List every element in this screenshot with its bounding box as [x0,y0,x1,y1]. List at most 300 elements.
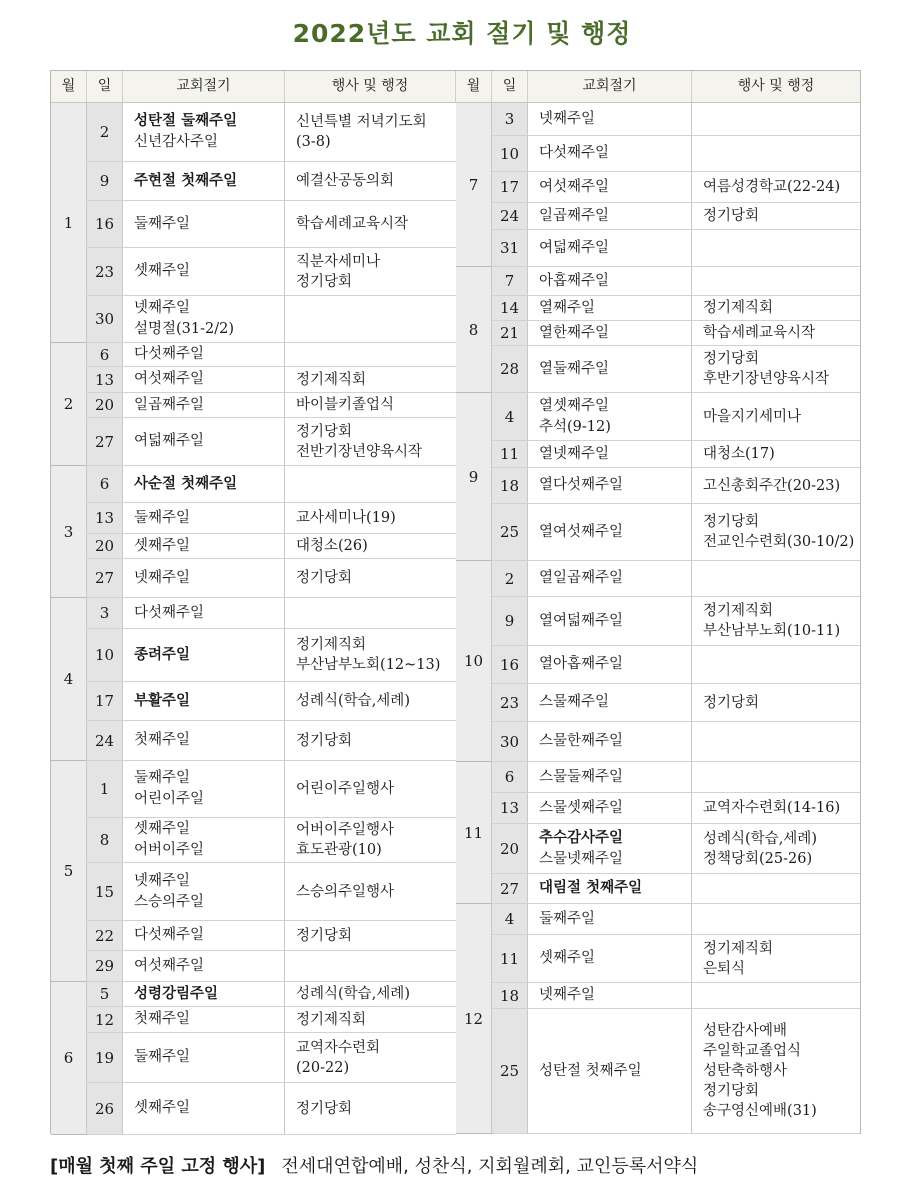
event-line: 정기당회 [296,732,353,749]
season-line: 성령강림주일 [134,985,219,1002]
table-row [492,1009,860,1134]
season-line: 둘째주일 [134,770,191,786]
season-line: 열다섯째주일 [539,477,624,493]
season-line: 여섯째주일 [134,371,205,387]
season-line: 열셋째주일 [539,397,610,414]
day-cell: 6 [87,466,123,502]
season-cell [528,646,692,683]
event-cell [285,818,456,862]
event-cell [692,103,860,135]
day-cell: 11 [492,441,528,467]
season-line: 셋째주일 [134,537,191,554]
season-cell [528,203,692,229]
season-cell [123,466,285,502]
header-event: 행사 및 행정 [285,71,456,102]
day-cell: 1 [87,761,123,817]
season-line: 어린이주일 [134,791,205,807]
event-cell [692,793,860,823]
table-row [492,561,860,597]
event-cell [692,904,860,934]
event-cell [285,343,456,366]
event-line: 은퇴식 [703,960,746,977]
day-cell: 11 [492,935,528,982]
event-line: 고신총회주간(20-23) [703,477,841,494]
season-cell [123,761,285,817]
season-line: 스물넷째주일 [539,850,624,867]
event-line: 마을지기세미나 [703,408,802,425]
season-cell [528,267,692,295]
day-cell: 9 [492,597,528,645]
table-row [492,172,860,203]
season-line: 둘째주일 [134,215,191,232]
season-cell [528,874,692,903]
season-line: 여덟째주일 [134,433,205,449]
event-cell [285,863,456,920]
season-cell [123,248,285,295]
day-cell: 18 [492,468,528,503]
event-cell [692,983,860,1008]
day-cell: 30 [492,722,528,761]
month-cell: 5 [51,761,87,982]
day-cell: 5 [87,982,123,1006]
event-line: 정책당회(25-26) [703,850,813,867]
event-line: 정기제직회 [296,637,367,653]
event-cell [285,1007,456,1032]
event-cell [285,393,456,417]
season-cell [123,598,285,628]
event-line: 송구영신예배(31) [703,1103,817,1119]
season-line: 넷째주일 [134,569,191,586]
day-cell: 17 [87,682,123,720]
event-cell [285,598,456,628]
day-cell: 8 [87,818,123,862]
event-cell [692,684,860,721]
event-line: 예결산공동의회 [296,173,395,189]
table-row [492,203,860,230]
event-line: 교역자수련회(14-16) [703,800,841,816]
season-cell [528,561,692,596]
event-cell [692,722,860,761]
season-line: 대림절 첫째주일 [539,880,643,896]
event-line: 정기제직회 [296,371,367,388]
event-line: 정기당회 [296,570,353,586]
event-line: 정기제직회 [703,603,774,619]
table-row [87,534,456,559]
event-cell [692,561,860,596]
event-line: 어린이주일행사 [296,781,395,797]
season-cell [123,103,285,161]
table-row [87,466,456,503]
event-cell [285,721,456,760]
season-line: 열넷째주일 [539,445,610,462]
table-row [492,103,860,136]
event-cell [285,201,456,247]
season-line: 추수감사주일 [539,829,624,846]
season-line: 스물째주일 [539,694,610,710]
event-cell [692,935,860,982]
table-row [87,761,456,818]
season-line: 넷째주일 [134,300,191,316]
season-line: 다섯째주일 [539,145,610,161]
table-row [87,103,456,162]
event-line: (20-22) [296,1059,350,1076]
table-row [87,982,456,1007]
day-cell: 4 [492,393,528,440]
season-line: 넷째주일 [134,872,191,889]
event-cell [285,1033,456,1082]
day-cell: 27 [87,418,123,465]
event-line: 교역자수련회 [296,1039,381,1056]
event-line: 정기당회 [703,208,760,224]
season-cell [528,393,692,440]
season-cell [123,1007,285,1032]
table-row [87,248,456,296]
day-cell: 25 [492,1009,528,1133]
event-line: 정기제직회 [703,300,774,316]
season-line: 열한째주일 [539,324,610,341]
day-cell: 17 [492,172,528,202]
event-cell [692,1009,860,1133]
header-day: 일 [492,71,528,102]
season-cell [123,534,285,558]
event-cell [692,203,860,229]
event-line: 정기제직회 [703,940,774,957]
event-cell [692,393,860,440]
day-cell: 7 [492,267,528,295]
table-row [87,296,456,343]
table-row [87,393,456,418]
header-event: 행사 및 행정 [737,78,815,94]
season-cell [528,504,692,560]
season-cell [123,863,285,920]
season-line: 셋째주일 [134,1100,191,1116]
header-month: 월 [456,71,492,102]
day-cell: 25 [492,504,528,560]
day-cell: 27 [492,874,528,903]
day-cell: 18 [492,983,528,1008]
day-cell: 13 [87,367,123,392]
event-line: 여름성경학교(22-24) [703,179,841,195]
season-cell [528,441,692,467]
season-line: 신년감사주일 [134,134,219,150]
season-line: 첫째주일 [134,1011,191,1027]
season-line: 스물셋째주일 [539,799,624,816]
season-line: 여섯째주일 [134,957,205,974]
season-cell [528,824,692,873]
event-line: 정기제직회 [296,1011,367,1028]
season-cell [123,982,285,1006]
event-line: 정기당회 [296,1100,353,1117]
day-cell: 3 [492,103,528,135]
season-cell [123,559,285,597]
table-row [87,598,456,629]
table-row [492,597,860,646]
event-line: 어버이주일행사 [296,822,395,838]
event-cell [692,136,860,171]
day-cell: 21 [492,321,528,345]
day-cell: 2 [492,561,528,596]
day-cell: 13 [492,793,528,823]
season-line: 넷째주일 [539,110,596,127]
season-cell [123,629,285,681]
season-cell [123,393,285,417]
season-line: 성탄절 둘째주일 [134,113,238,129]
season-line: 열일곱째주일 [539,570,624,586]
event-line: 바이블키졸업식 [296,397,395,413]
event-cell [285,162,456,200]
day-cell: 20 [492,824,528,873]
season-cell [528,230,692,266]
season-line: 사순절 첫째주일 [134,475,238,492]
day-cell: 19 [87,1033,123,1082]
season-line: 다섯째주일 [134,346,205,362]
header-day: 일 [87,71,123,102]
event-cell [285,1083,456,1134]
table-row [492,793,860,824]
table-row [87,367,456,393]
season-line: 첫째주일 [134,732,191,748]
month-cell: 8 [456,267,492,393]
day-cell: 27 [87,559,123,597]
table-row [492,646,860,684]
season-cell [528,762,692,792]
event-cell [692,441,860,467]
event-cell [692,504,860,560]
season-line: 다섯째주일 [134,927,205,943]
season-cell [528,321,692,345]
table-row [492,441,860,468]
table-row [87,863,456,921]
table-row [87,721,456,761]
table-row [492,935,860,983]
table-row [492,684,860,722]
season-cell [528,468,692,503]
season-line: 아홉째주일 [539,272,610,289]
event-line: 정기당회 [703,694,760,711]
day-cell: 9 [87,162,123,200]
season-cell [528,935,692,982]
season-cell [528,597,692,645]
table-row [87,682,456,721]
day-cell: 22 [87,921,123,950]
day-cell: 20 [87,393,123,417]
event-line: 성탄감사예배 [703,1023,788,1039]
season-line: 열아홉째주일 [539,656,624,672]
event-cell [285,629,456,681]
season-cell [528,722,692,761]
season-line: 여섯째주일 [539,178,610,195]
table-row [492,136,860,172]
month-cell: 12 [456,904,492,1134]
event-cell [692,762,860,792]
season-line: 주현절 첫째주일 [134,172,238,189]
table-row [492,504,860,561]
season-line: 열여덟째주일 [539,612,624,629]
season-cell [528,904,692,934]
day-cell: 10 [87,629,123,681]
table-row [492,722,860,762]
season-cell [123,951,285,981]
season-cell [123,818,285,862]
month-cell: 10 [456,561,492,762]
table-row [87,503,456,534]
event-line: 학습세례교육시작 [296,216,409,232]
event-cell [285,951,456,981]
season-cell [528,983,692,1008]
day-cell: 2 [87,103,123,161]
event-line: 학습세례교육시작 [703,325,816,341]
event-cell [285,103,456,161]
day-cell: 15 [87,863,123,920]
day-cell: 26 [87,1083,123,1134]
event-line: 효도관광(10) [296,842,382,858]
day-cell: 24 [492,203,528,229]
event-cell [285,559,456,597]
season-cell [528,103,692,135]
table-row [87,1083,456,1135]
season-line: 둘째주일 [134,509,191,526]
season-line: 열째주일 [539,299,596,316]
day-cell: 3 [87,598,123,628]
footer-text: 전세대연합예배, 성찬식, 지회월례회, 교인등록서약식 [281,1156,699,1177]
event-cell [692,824,860,873]
season-line: 스물한째주일 [539,733,624,749]
table-header [51,71,860,103]
event-line: 교사세미나(19) [296,510,396,526]
event-line: 정기당회 [703,514,760,530]
event-line: 정기당회 [296,423,353,440]
season-line: 둘째주일 [134,1049,191,1065]
event-line: 주일학교졸업식 [703,1043,802,1059]
season-line: 일곱째주일 [539,207,610,224]
event-cell [692,267,860,295]
season-line: 일곱째주일 [134,396,205,413]
event-line: 성례식(학습,세례) [703,830,817,847]
event-line: 후반기장년양육시작 [703,371,830,387]
season-line: 부활주일 [134,692,191,709]
table-row [492,824,860,874]
event-cell [285,761,456,817]
table-row [87,629,456,682]
event-line: 정기당회 [296,927,353,944]
footer-note [50,1152,870,1178]
footer-label: [매월 첫째 주일 고정 행사] [50,1156,266,1177]
month-cell: 6 [51,982,87,1135]
season-line: 종려주일 [134,646,191,663]
day-cell: 14 [492,296,528,320]
season-cell [528,172,692,202]
day-cell: 10 [492,136,528,171]
month-cell: 7 [456,103,492,267]
table-row [87,921,456,951]
event-cell [285,418,456,465]
event-cell [285,921,456,950]
season-cell [123,162,285,200]
table-row [87,162,456,201]
table-row [87,201,456,248]
season-line: 어버이주일 [134,842,205,858]
table-row [492,296,860,321]
season-cell [528,1009,692,1133]
table-row [87,1033,456,1083]
event-cell [285,367,456,392]
day-cell: 13 [87,503,123,533]
page-title: 2022년도 교회 절기 및 행정 [292,19,632,48]
day-cell: 31 [492,230,528,266]
season-line: 스승의주일 [134,893,205,910]
event-line: 스승의주일행사 [296,883,395,900]
event-line: 전반기장년양육시작 [296,443,423,460]
season-cell [123,1033,285,1082]
season-cell [123,682,285,720]
season-line: 셋째주일 [539,950,596,966]
event-line: 성례식(학습,세례) [296,986,410,1002]
season-cell [123,296,285,342]
event-cell [285,534,456,558]
event-cell [285,982,456,1006]
event-cell [692,230,860,266]
header-season: 교회절기 [123,71,285,102]
event-line: 정기당회 [703,1083,760,1099]
table-row [492,230,860,267]
season-line: 설명절(31-2/2) [134,321,235,337]
day-cell: 12 [87,1007,123,1032]
season-cell [123,503,285,533]
event-cell [692,346,860,392]
day-cell: 6 [87,343,123,366]
event-line: 신년특별 저녁기도회 [296,114,427,130]
season-cell [528,136,692,171]
day-cell: 20 [87,534,123,558]
day-cell: 28 [492,346,528,392]
day-cell: 4 [492,904,528,934]
schedule-table [50,70,861,1134]
season-cell [123,343,285,366]
event-cell [285,503,456,533]
event-cell [692,874,860,903]
day-cell: 6 [492,762,528,792]
table-row [492,346,860,393]
event-line: 대청소(26) [296,538,368,554]
event-cell [692,646,860,683]
season-cell [123,921,285,950]
season-cell [123,1083,285,1134]
day-cell: 23 [492,684,528,721]
day-cell: 23 [87,248,123,295]
day-cell: 16 [492,646,528,683]
season-line: 열여섯째주일 [539,523,624,540]
event-line: 직분자세미나 [296,253,381,270]
season-line: 여덟째주일 [539,239,610,256]
event-line: 성탄축하행사 [703,1063,788,1079]
season-cell [123,418,285,465]
event-cell [692,468,860,503]
season-line: 스물둘째주일 [539,768,624,785]
season-line: 추석(9-12) [539,418,611,435]
season-cell [528,684,692,721]
table-row [87,559,456,598]
table-row [492,321,860,346]
table-row [87,818,456,863]
season-cell [528,346,692,392]
month-cell: 1 [51,103,87,343]
event-line: 정기당회 [703,351,760,367]
month-cell: 2 [51,343,87,466]
season-cell [123,201,285,247]
season-line: 셋째주일 [134,821,191,837]
event-line: 부산남부노회(12~13) [296,657,441,673]
event-cell [692,321,860,345]
